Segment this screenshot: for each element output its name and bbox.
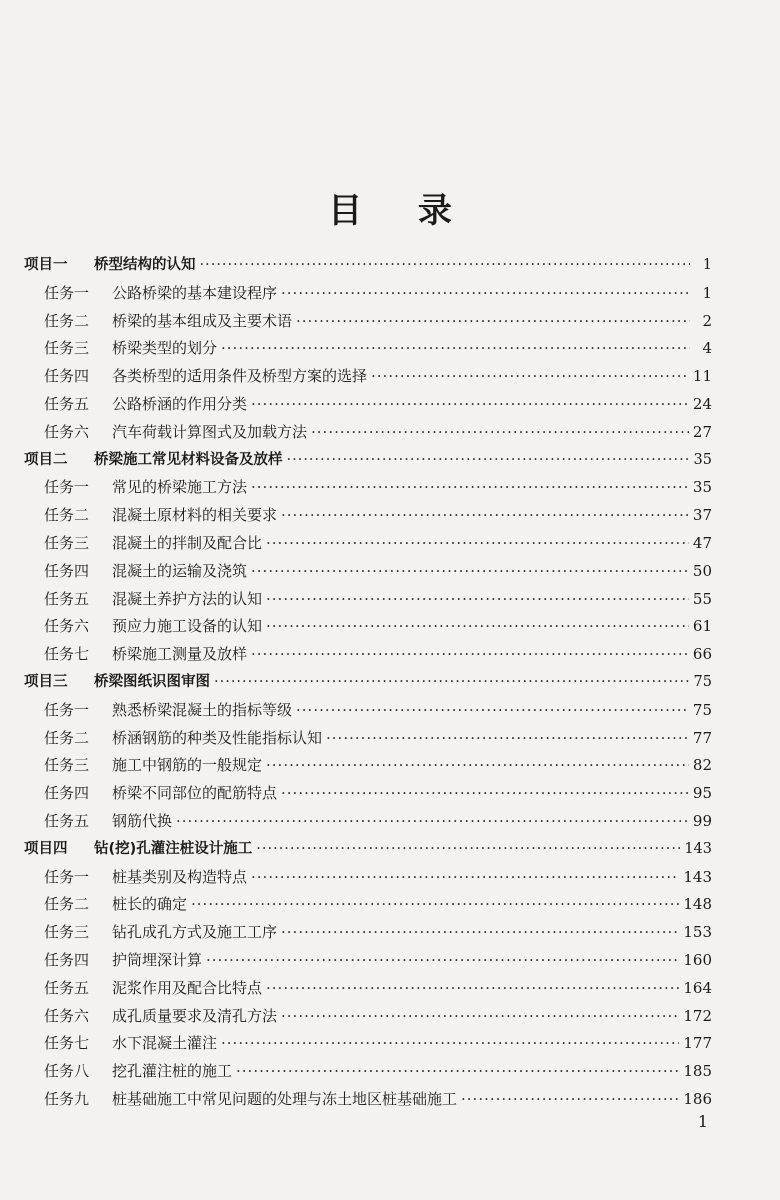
entry-label: 任务四 [44, 784, 90, 803]
entry-label: 任务一 [44, 700, 90, 719]
entry-page-number: 77 [692, 728, 712, 747]
entry-title: 桥梁施工测量及放样 [112, 645, 248, 664]
entry-title: 常见的桥梁施工方法 [112, 478, 248, 497]
toc-task-entry [24, 1086, 712, 1114]
entry-title: 桥型结构的认知 [94, 257, 196, 273]
page-title: 目 录 [328, 191, 474, 231]
entry-page-number: 47 [692, 533, 712, 552]
toc-section-entry [24, 447, 712, 475]
leader-dots [256, 836, 680, 864]
toc-task-entry [24, 280, 712, 308]
entry-label: 任务五 [44, 589, 90, 608]
entry-page-number: 143 [683, 867, 712, 886]
toc-task-entry [24, 919, 712, 947]
entry-page-number: 185 [683, 1062, 712, 1081]
toc-task-entry [24, 419, 712, 447]
entry-page-number: 186 [683, 1089, 712, 1108]
leader-dots [221, 1030, 679, 1058]
toc-section-entry [24, 252, 712, 280]
entry-title: 护筒埋深计算 [112, 950, 203, 969]
entry-label: 任务三 [44, 923, 90, 942]
leader-dots [266, 975, 679, 1003]
entry-page-number: 75 [692, 700, 712, 719]
entry-label: 任务六 [44, 617, 90, 636]
entry-page-number: 55 [692, 589, 712, 608]
entry-title: 施工中钢筋的一般规定 [112, 756, 263, 775]
entry-label: 任务四 [44, 367, 90, 386]
leader-dots [281, 780, 689, 808]
entry-title: 各类桥型的适用条件及桥型方案的选择 [112, 367, 368, 386]
entry-page-number: 95 [692, 784, 712, 803]
entry-label: 项目三 [24, 673, 68, 690]
entry-page-number: 148 [683, 895, 712, 914]
toc-task-entry [24, 363, 712, 391]
leader-dots [221, 335, 690, 363]
toc-task-entry [24, 975, 712, 1003]
table-of-contents [24, 252, 712, 1114]
leader-dots [281, 502, 689, 530]
toc-task-entry [24, 613, 712, 641]
entry-title: 桥梁的基本组成及主要术语 [112, 311, 293, 330]
entry-title: 混凝土的拌制及配合比 [112, 533, 263, 552]
entry-label: 任务九 [44, 1089, 90, 1108]
entry-label: 任务三 [44, 533, 90, 552]
toc-task-entry [24, 780, 712, 808]
toc-task-entry [24, 1003, 712, 1031]
entry-label: 任务一 [44, 867, 90, 886]
toc-task-entry [24, 947, 712, 975]
entry-page-number: 75 [693, 673, 712, 690]
entry-title: 钻孔成孔方式及施工工序 [112, 923, 278, 942]
entry-label: 任务二 [44, 728, 90, 747]
entry-page-number: 153 [683, 923, 712, 942]
entry-page-number: 35 [693, 451, 712, 468]
entry-title: 桥梁类型的划分 [112, 339, 218, 358]
leader-dots [266, 752, 689, 780]
entry-label: 任务八 [44, 1062, 90, 1081]
entry-title: 桩基类别及构造特点 [112, 867, 248, 886]
leader-dots [251, 474, 689, 502]
entry-label: 任务四 [44, 950, 90, 969]
entry-title: 混凝土的运输及浇筑 [112, 561, 248, 580]
toc-task-entry [24, 586, 712, 614]
entry-title: 熟悉桥梁混凝土的指标等级 [112, 700, 293, 719]
entry-page-number: 27 [692, 422, 712, 441]
entry-label: 任务五 [44, 978, 90, 997]
entry-label: 任务一 [44, 283, 90, 302]
entry-title: 桥涵钢筋的种类及性能指标认知 [112, 728, 323, 747]
entry-label: 任务七 [44, 1034, 90, 1053]
toc-task-entry [24, 1030, 712, 1058]
entry-title: 泥浆作用及配合比特点 [112, 978, 263, 997]
toc-task-entry [24, 1058, 712, 1086]
entry-label: 任务二 [44, 311, 90, 330]
toc-section-entry [24, 836, 712, 864]
leader-dots [206, 947, 679, 975]
leader-dots [461, 1086, 679, 1114]
leader-dots [296, 697, 689, 725]
toc-section-entry [24, 669, 712, 697]
entry-label: 任务五 [44, 394, 90, 413]
entry-label: 任务七 [44, 645, 90, 664]
entry-title: 水下混凝土灌注 [112, 1034, 218, 1053]
leader-dots [281, 919, 679, 947]
toc-task-entry [24, 697, 712, 725]
toc-task-entry [24, 474, 712, 502]
entry-title: 桩基础施工中常见问题的处理与冻土地区桩基础施工 [112, 1089, 458, 1108]
leader-dots [287, 447, 690, 475]
entry-label: 任务一 [44, 478, 90, 497]
entry-page-number: 82 [692, 756, 712, 775]
entry-page-number: 1 [702, 257, 712, 273]
entry-page-number: 160 [683, 950, 712, 969]
entry-label: 任务二 [44, 506, 90, 525]
entry-page-number: 172 [683, 1006, 712, 1025]
leader-dots [311, 419, 689, 447]
entry-title: 桥梁不同部位的配筋特点 [112, 784, 278, 803]
leader-dots [214, 669, 690, 697]
entry-title: 公路桥涵的作用分类 [112, 394, 248, 413]
entry-title: 挖孔灌注桩的施工 [112, 1062, 233, 1081]
entry-label: 项目一 [24, 257, 68, 273]
leader-dots [266, 586, 689, 614]
page-number: 1 [697, 1112, 708, 1131]
entry-page-number: 11 [692, 367, 712, 386]
entry-label: 项目四 [24, 840, 68, 857]
entry-label: 任务三 [44, 339, 90, 358]
entry-title: 混凝土原材料的相关要求 [112, 506, 278, 525]
leader-dots [251, 864, 679, 892]
leader-dots [251, 558, 689, 586]
entry-page-number: 61 [692, 617, 712, 636]
leader-dots [266, 613, 689, 641]
entry-title: 桩长的确定 [112, 895, 188, 914]
toc-task-entry [24, 641, 712, 669]
entry-page-number: 66 [692, 645, 712, 664]
entry-title: 钻(挖)孔灌注桩设计施工 [94, 840, 253, 857]
leader-dots [191, 891, 679, 919]
entry-title: 混凝土养护方法的认知 [112, 589, 263, 608]
leader-dots [296, 308, 690, 336]
entry-title: 钢筋代换 [112, 811, 173, 830]
entry-title: 桥梁施工常见材料设备及放样 [94, 451, 283, 468]
entry-label: 任务六 [44, 422, 90, 441]
toc-task-entry [24, 864, 712, 892]
entry-title: 成孔质量要求及清孔方法 [112, 1006, 278, 1025]
toc-task-entry [24, 752, 712, 780]
entry-title: 汽车荷载计算图式及加载方法 [112, 422, 308, 441]
entry-label: 任务三 [44, 756, 90, 775]
entry-title: 桥梁图纸识图审图 [94, 673, 210, 690]
toc-task-entry [24, 308, 712, 336]
entry-page-number: 35 [692, 478, 712, 497]
leader-dots [281, 280, 690, 308]
entry-label: 任务五 [44, 811, 90, 830]
leader-dots [251, 391, 689, 419]
entry-page-number: 99 [692, 811, 712, 830]
entry-page-number: 37 [692, 506, 712, 525]
entry-title: 公路桥梁的基本建设程序 [112, 283, 278, 302]
entry-label: 任务四 [44, 561, 90, 580]
toc-task-entry [24, 558, 712, 586]
leader-dots [251, 641, 689, 669]
toc-task-entry [24, 725, 712, 753]
entry-page-number: 164 [683, 978, 712, 997]
leader-dots [266, 530, 689, 558]
entry-page-number: 50 [692, 561, 712, 580]
toc-task-entry [24, 391, 712, 419]
entry-page-number: 24 [692, 394, 712, 413]
leader-dots [371, 363, 689, 391]
toc-task-entry [24, 530, 712, 558]
entry-page-number: 143 [684, 840, 712, 857]
entry-label: 任务六 [44, 1006, 90, 1025]
toc-task-entry [24, 808, 712, 836]
leader-dots [176, 808, 689, 836]
entry-label: 项目二 [24, 451, 68, 468]
toc-task-entry [24, 502, 712, 530]
entry-page-number: 1 [702, 283, 712, 302]
entry-page-number: 4 [702, 339, 712, 358]
leader-dots [200, 252, 691, 280]
entry-title: 预应力施工设备的认知 [112, 617, 263, 636]
entry-label: 任务二 [44, 895, 90, 914]
leader-dots [236, 1058, 679, 1086]
toc-task-entry [24, 891, 712, 919]
entry-page-number: 2 [702, 311, 712, 330]
entry-page-number: 177 [683, 1034, 712, 1053]
leader-dots [281, 1003, 679, 1031]
leader-dots [326, 725, 689, 753]
toc-task-entry [24, 335, 712, 363]
